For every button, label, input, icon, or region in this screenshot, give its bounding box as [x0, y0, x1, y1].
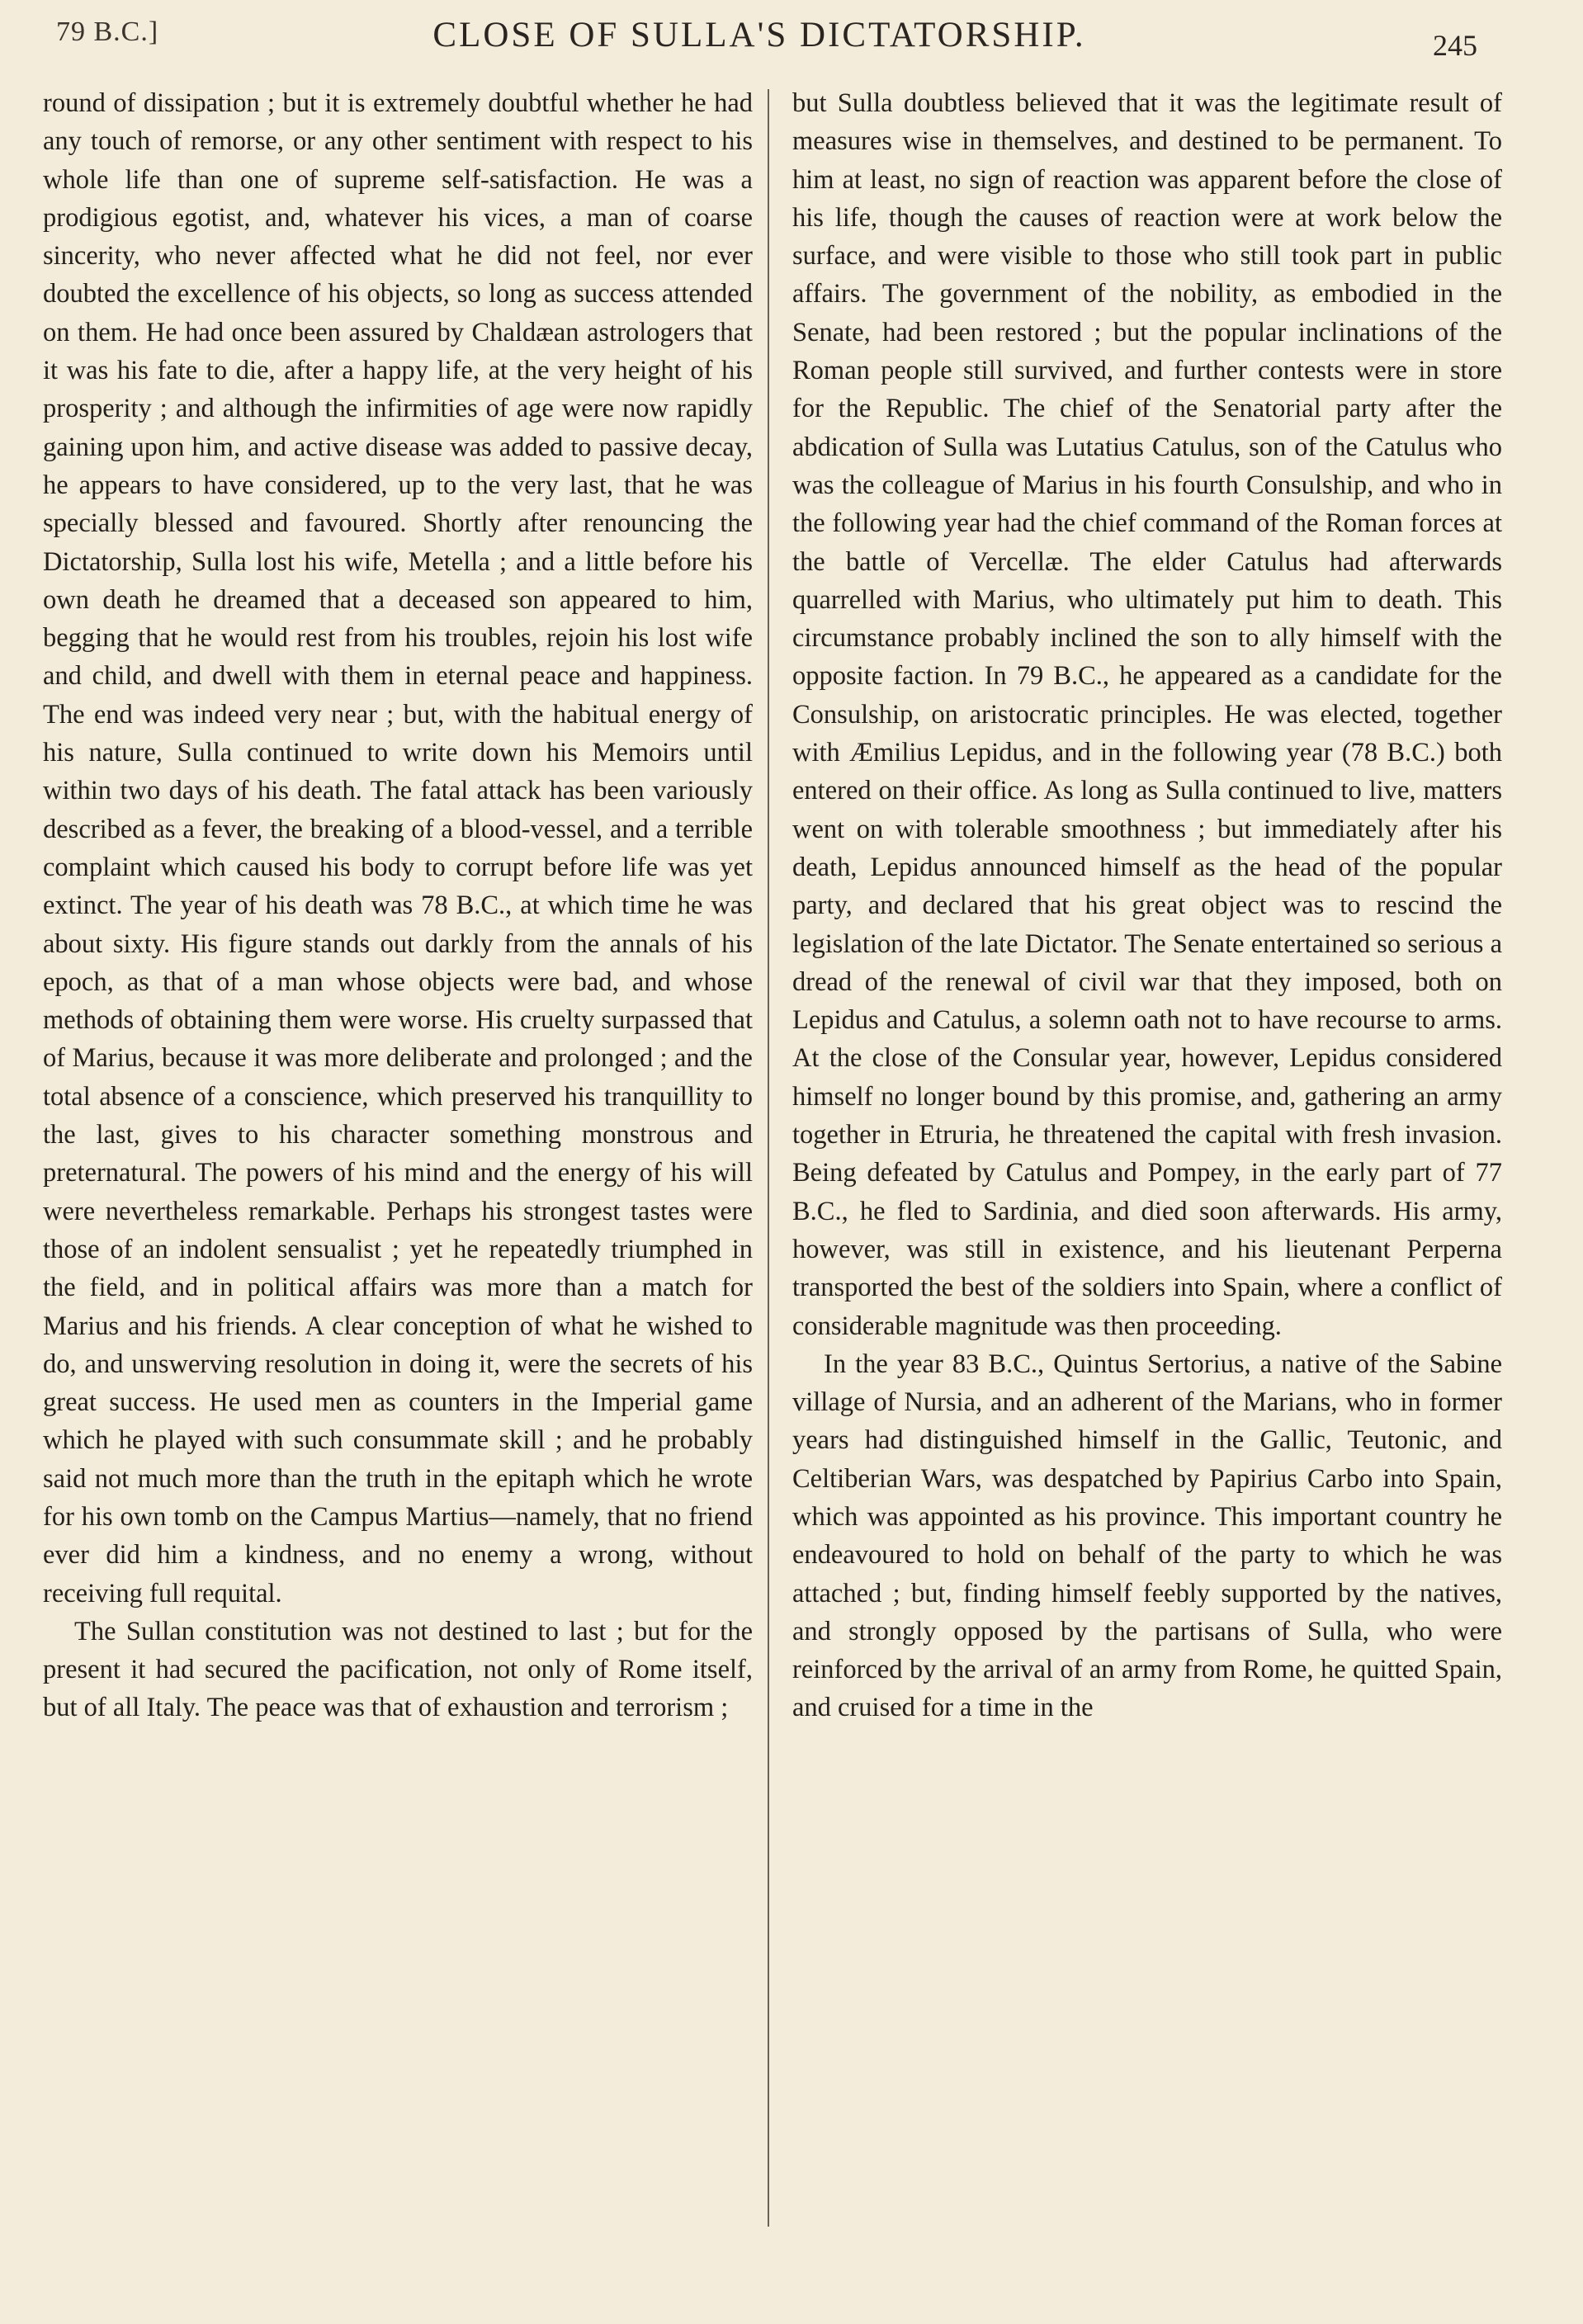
left-paragraph-2: The Sullan constitution was not destined to last ; but for the present it had secured the pacification, not only of Rome itself, but of all Italy. The peace was that of exhaustion and terrorism ;	[43, 1616, 753, 1723]
right-paragraph-1: but Sulla doubtless believed that it was the legitimate result of measures wise in themselves, and destined to be permanent. To him at least, no sign of reaction was apparent before the close of his life, though the causes of reaction were at work below the surface, and were visible to those who still took part in public affairs. The government of the nobility, as embodied in the Senate, had been restored ; but the popular inclinations of the Roman people still survived, and further contests were in store for the Republic. The chief of the Senatorial party after the abdication of Sulla was Lutatius Catulus, son of the Catulus who was the colleague of Marius in his fourth Consulship, and who in the following year had the chief command of the Roman forces at the battle of Vercellæ. The elder Catulus had afterwards quarrelled with Marius, who ultimately put him to death. This circumstance probably inclined the son to ally himself with the opposite faction. In 79 B.C., he appeared as a candidate for the Consulship, on aristocratic principles. He was elected, together with Æmilius Lepidus, and in the following year (78 B.C.) both entered on their office. As long as Sulla continued to live, matters went on with tolerable smoothness ; but immediately after his death, Lepidus announced himself as the head of the popular party, and declared that his great object was to rescind the legislation of the late Dictator. The Senate entertained so serious a dread of the renewal of civil war that they imposed, both on Lepidus and Catulus, a solemn oath not to have recourse to arms. At the close of the Consular year, however, Lepidus considered himself no longer bound by this promise, and, gathering an army together in Etruria, he threatened the capital with fresh invasion. Being defeated by Catulus and Pompey, in the early part of 77 B.C., he fled to Sardinia, and died soon afterwards. His army, however, was still in existence, and his lieutenant Perperna transported the best of the soldiers into Spain, where a conflict of considerable magnitude was then proceeding.	[792, 88, 1502, 1341]
left-text-column	[43, 84, 753, 1727]
page-title: CLOSE OF SULLA'S DICTATORSHIP.	[432, 16, 1086, 54]
right-paragraph-2: In the year 83 B.C., Quintus Sertorius, a native of the Sabine village of Nursia, and an adherent of the Marians, who in former years had distinguished himself in the Gallic, Teutonic, and Celtiberian Wars, was despatched by Papirius Carbo into Spain, which was appointed as his province. This important country he endeavoured to hold on behalf of the party to which he was attached ; but, finding himself feebly supported by the natives, and strongly opposed by the partisans of Sulla, who were reinforced by the arrival of an army from Rome, he quitted Spain, and cruised for a time in the	[792, 1349, 1502, 1723]
page-number: 245	[1433, 29, 1477, 62]
left-paragraph-1: round of dissipation ; but it is extremely doubtful whether he had any touch of remorse, or any other sentiment with respect to his whole life than one of supreme self-satisfaction. He was a prodigious egotist, and, whatever his vices, a man of coarse sincerity, who never affected what he did not feel, nor ever doubted the excellence of his objects, so long as success attended on them. He had once been assured by Chaldæan astrologers that it was his fate to die, after a happy life, at the very height of his prosperity ; and although the infirmities of age were now rapidly gaining upon him, and active disease was added to passive decay, he appears to have considered, up to the very last, that he was specially blessed and favoured. Shortly after renouncing the Dictatorship, Sulla lost his wife, Metella ; and a little before his own death he dreamed that a deceased son appeared to him, begging that he would rest from his troubles, rejoin his lost wife and child, and dwell with them in eternal peace and happiness. The end was indeed very near ; but, with the habitual energy of his nature, Sulla continued to write down his Memoirs until within two days of his death. The fatal attack has been variously described as a fever, the breaking of a blood-vessel, and a terrible complaint which caused his body to corrupt before life was yet extinct. The year of his death was 78 B.C., at which time he was about sixty. His figure stands out darkly from the annals of his epoch, as that of a man whose objects were bad, and whose methods of obtaining them were worse. His cruelty surpassed that of Marius, because it was more deliberate and prolonged ; and the total absence of a conscience, which preserved his tranquillity to the last, gives to his character something monstrous and preternatural. The powers of his mind and the energy of his will were nevertheless remarkable. Perhaps his strongest tastes were those of an indolent sensualist ; yet he repeatedly triumphed in the field, and in political affairs was more than a match for Marius and his friends. A clear conception of what he wished to do, and unswerving resolution in doing it, were the secrets of his great success. He used men as counters in the Imperial game which he played with such consummate skill ; and he probably said not much more than the truth in the epitaph which he wrote for his own tomb on the Campus Martius—namely, that no friend ever did him a kindness, and no enemy a wrong, without receiving full requital.	[43, 88, 753, 1608]
running-header	[50, 12, 1477, 62]
header-date-range: 79 B.C.]	[56, 17, 159, 47]
right-text-column	[792, 84, 1502, 1727]
column-divider	[768, 89, 769, 2227]
